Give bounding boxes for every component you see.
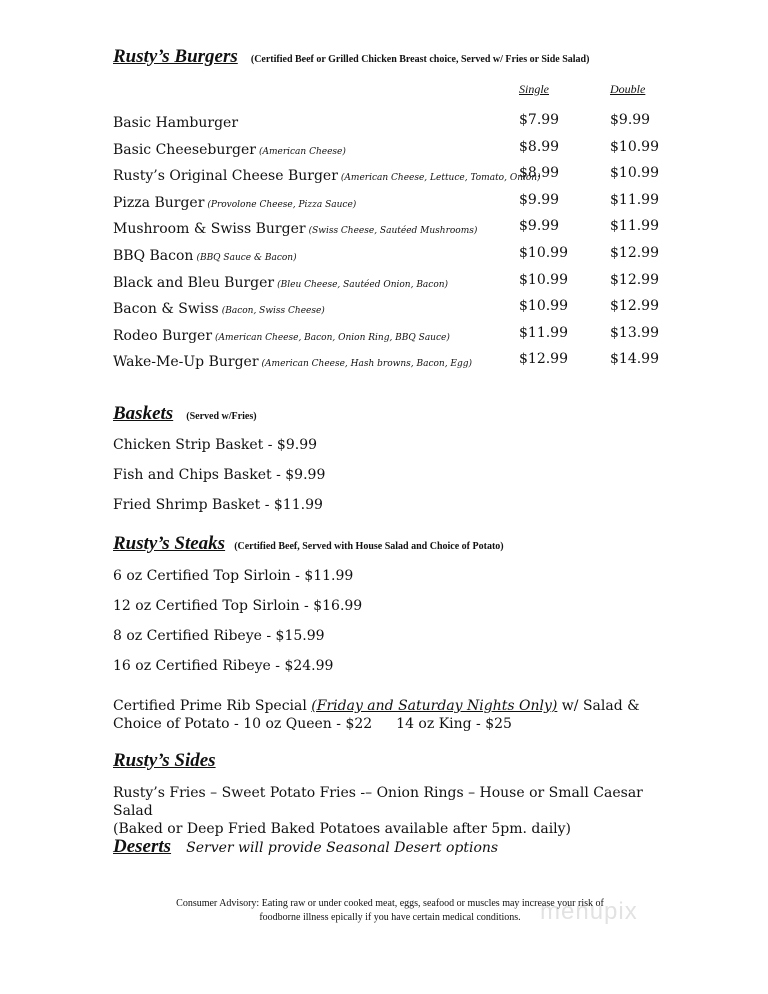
burger-name: Mushroom & Swiss Burger — [113, 221, 306, 238]
burger-row — [113, 218, 673, 244]
col-double-header: Double — [610, 82, 646, 96]
price-single: $9.99 — [519, 191, 560, 208]
burger-description: (Bacon, Swiss Cheese) — [221, 306, 325, 317]
prime-rib-days: (Friday and Saturday Nights Only) — [311, 698, 558, 714]
sides-line-1: Rusty’s Fries – Sweet Potato Fries -– Onion Rings – House or Small Caesar Salad — [113, 785, 643, 819]
burgers-note: (Certified Beef or Grilled Chicken Breast choice, Served w/ Fries or Side Salad) — [250, 54, 590, 65]
burger-row — [113, 139, 673, 165]
price-double: $12.99 — [610, 298, 659, 315]
burger-row — [113, 325, 673, 351]
price-double: $9.99 — [610, 112, 651, 128]
price-single: $10.99 — [519, 245, 568, 261]
burger-description: (American Cheese, Hash browns, Bacon, Egg) — [261, 359, 473, 370]
price-single: $9.99 — [519, 218, 560, 235]
deserts-note: Server will provide Seasonal Desert options — [186, 840, 499, 856]
burger-name: Black and Bleu Burger — [113, 274, 275, 291]
basket-item: Fish and Chips Basket - $9.99 — [113, 467, 326, 483]
burger-row — [113, 165, 673, 191]
price-double: $13.99 — [610, 324, 659, 341]
price-single: $8.99 — [519, 165, 560, 182]
burger-row — [113, 112, 673, 138]
burger-description: (Bleu Cheese, Sautéed Onion, Bacon) — [277, 279, 449, 290]
col-single-header: Single — [519, 82, 549, 96]
burger-description: (American Cheese, Lettuce, Tomato, Onion) — [340, 173, 541, 184]
burger-description: (American Cheese, Bacon, Onion Ring, BBQ Sauce) — [215, 332, 450, 343]
steaks-header — [113, 533, 504, 555]
burger-row — [113, 272, 673, 298]
price-double: $11.99 — [610, 191, 659, 208]
baskets-header — [113, 403, 257, 425]
sides-header — [113, 750, 216, 772]
deserts-title: Deserts — [113, 836, 172, 857]
price-single: $7.99 — [519, 112, 560, 128]
burger-name: BBQ Bacon — [113, 248, 194, 264]
burger-description: (BBQ Sauce & Bacon) — [196, 253, 297, 263]
basket-item: Chicken Strip Basket - $9.99 — [113, 437, 318, 453]
burger-row — [113, 351, 673, 377]
burger-description: (American Cheese) — [258, 146, 346, 157]
price-single: $8.99 — [519, 138, 560, 155]
price-single: $11.99 — [519, 324, 568, 341]
advisory-line-1: Consumer Advisory: Eating raw or under cooked meat, eggs, seafood or muscles may increase your risk of — [176, 898, 604, 909]
burger-name: Basic Cheeseburger — [113, 141, 256, 158]
price-single: $12.99 — [519, 351, 568, 368]
burgers-title: Rusty’s Burgers — [113, 46, 238, 67]
prime-rib-king: 14 oz King - $25 — [396, 716, 512, 732]
burgers-header — [113, 46, 589, 68]
steaks-note: (Certified Beef, Served with House Salad and Choice of Potato) — [234, 541, 504, 552]
prime-rib-post: w/ Salad & Choice of Potato - 10 oz Queen - $22 — [113, 698, 640, 732]
burger-name: Basic Hamburger — [113, 115, 239, 131]
price-double: $11.99 — [610, 218, 659, 235]
burger-name: Bacon & Swiss — [113, 301, 219, 318]
sides-line-2: (Baked or Deep Fried Baked Potatoes available after 5pm. daily) — [113, 821, 572, 837]
burger-name: Rusty’s Original Cheese Burger — [113, 168, 338, 185]
price-double: $14.99 — [610, 351, 659, 368]
burger-name: Rodeo Burger — [113, 327, 213, 344]
watermark-logo: menupix — [540, 898, 638, 925]
sides-list — [113, 784, 673, 838]
burger-description: (Provolone Cheese, Pizza Sauce) — [207, 199, 357, 210]
price-single: $10.99 — [519, 298, 568, 315]
deserts-header — [113, 836, 498, 858]
steaks-title: Rusty’s Steaks — [113, 533, 226, 554]
price-single: $10.99 — [519, 271, 568, 288]
prime-rib-pre: Certified Prime Rib Special — [113, 698, 312, 714]
prime-rib-special — [113, 697, 673, 733]
burger-row — [113, 192, 673, 218]
baskets-note: (Served w/Fries) — [186, 411, 257, 422]
price-double: $12.99 — [610, 245, 659, 261]
price-double: $12.99 — [610, 271, 659, 288]
steak-item: 6 oz Certified Top Sirloin - $11.99 — [113, 568, 354, 584]
burger-row — [113, 298, 673, 324]
basket-item: Fried Shrimp Basket - $11.99 — [113, 497, 323, 513]
price-double: $10.99 — [610, 165, 659, 182]
steak-item: 16 oz Certified Ribeye - $24.99 — [113, 658, 334, 674]
baskets-title: Baskets — [113, 403, 174, 424]
burger-name: Wake-Me-Up Burger — [113, 354, 259, 371]
steak-item: 8 oz Certified Ribeye - $15.99 — [113, 628, 325, 644]
burger-name: Pizza Burger — [113, 194, 205, 211]
price-double: $10.99 — [610, 138, 659, 155]
advisory-line-2: foodborne illness epically if you have certain medical conditions. — [259, 912, 521, 923]
sides-title: Rusty’s Sides — [113, 750, 216, 771]
burger-description: (Swiss Cheese, Sautéed Mushrooms) — [308, 226, 478, 237]
steak-item: 12 oz Certified Top Sirloin - $16.99 — [113, 598, 363, 614]
burger-row — [113, 245, 673, 271]
